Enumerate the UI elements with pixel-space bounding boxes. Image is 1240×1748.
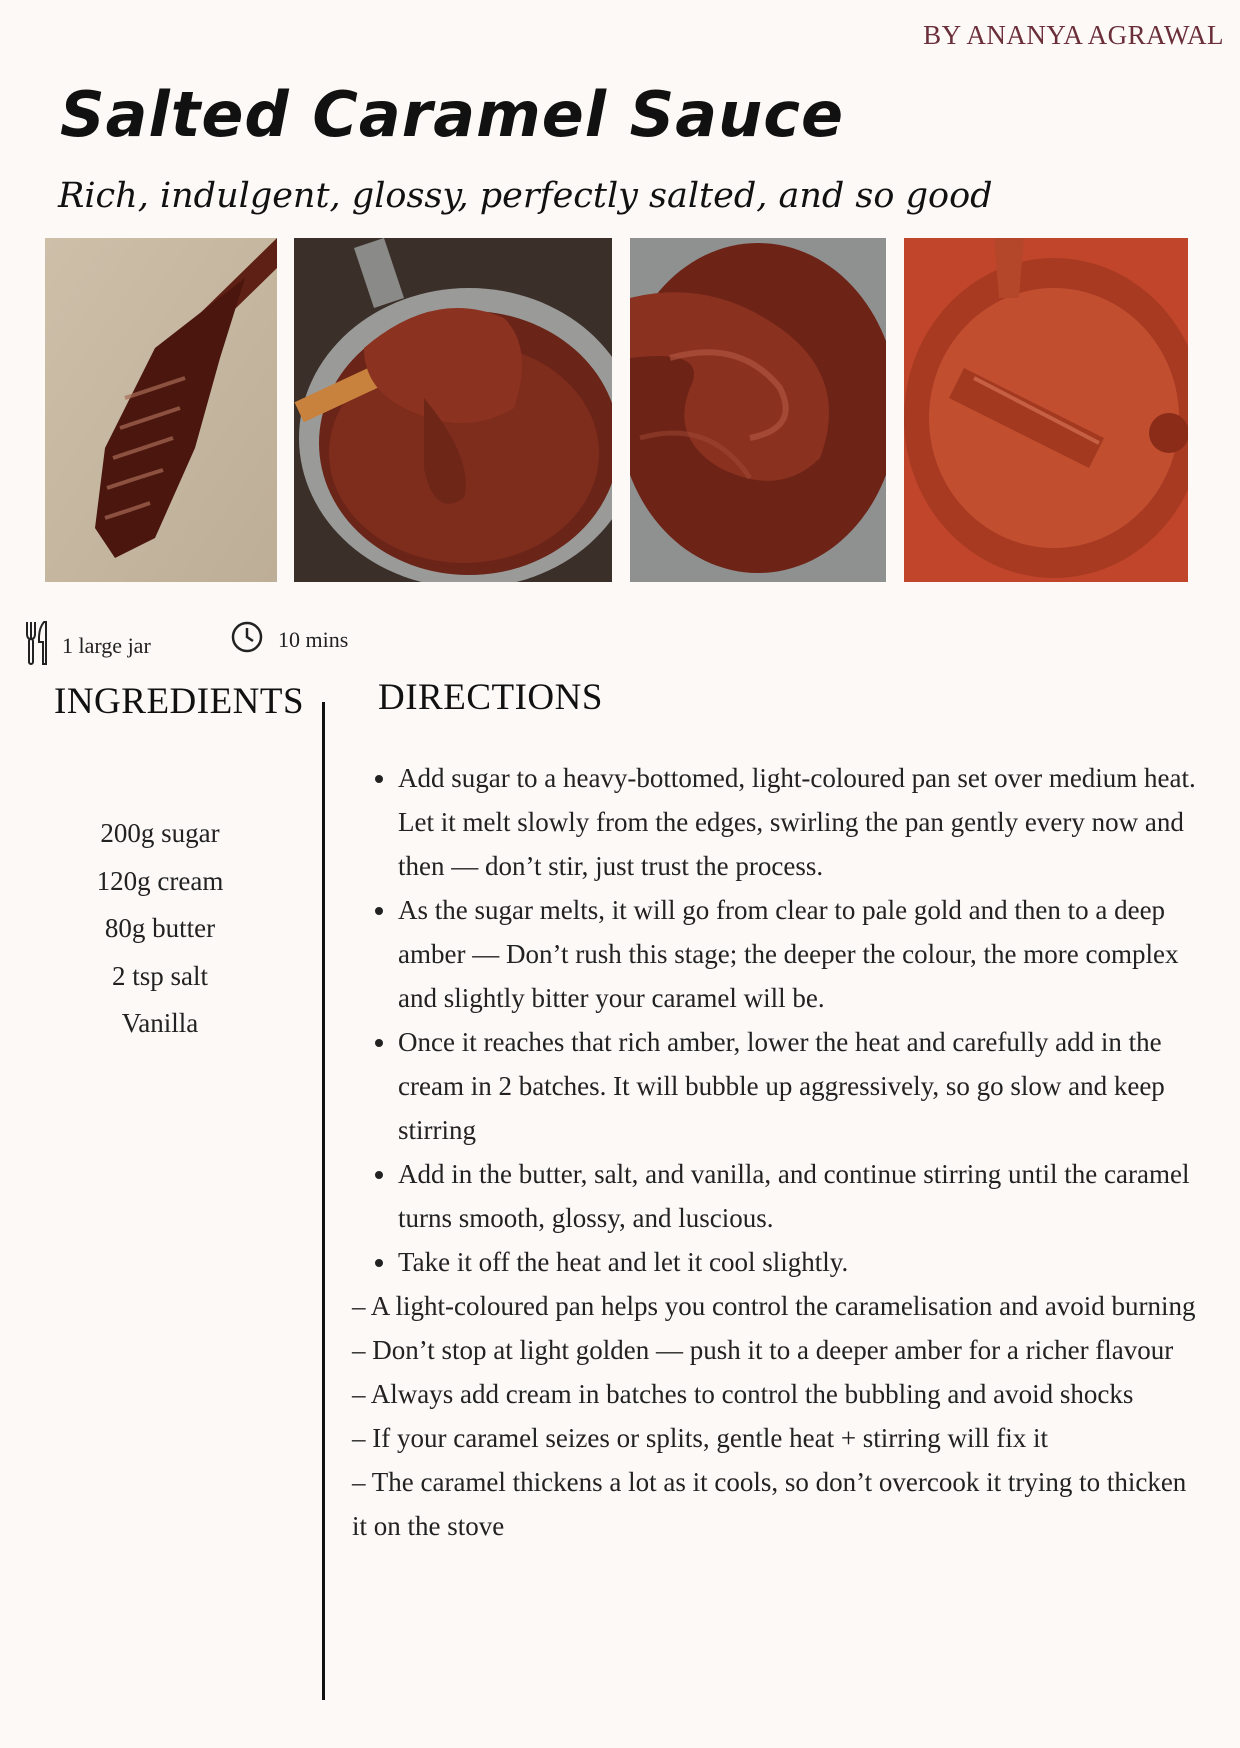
ingredient-item: 2 tsp salt <box>111 960 208 991</box>
servings-meta <box>24 620 151 672</box>
tip-item: – A light-coloured pan helps you control the caramelisation and avoid burning <box>352 1291 1196 1321</box>
directions-steps <box>352 756 1202 1284</box>
photo-glossy-swirl <box>630 238 886 582</box>
tip-item: – Don’t stop at light golden — push it to a deeper amber for a richer flavour <box>352 1335 1174 1365</box>
direction-step: • As the sugar melts, it will go from clear to pale gold and then to a deep amber — Don’t rush this stage; the deeper the colour, the more complex and slightly bitter your caramel will be. <box>398 888 1202 1020</box>
tip-item: – If your caramel seizes or splits, gentle heat + stirring will fix it <box>352 1423 1049 1453</box>
direction-step: • Add sugar to a heavy-bottomed, light-coloured pan set over medium heat. Let it melt slowly from the edges, swirling the pan gently every now and then — don’t stir, just trust the process. <box>398 756 1202 888</box>
directions-heading: DIRECTIONS <box>378 677 603 718</box>
direction-step: • Add in the butter, salt, and vanilla, and continue stirring until the caramel turns smooth, glossy, and luscious. <box>398 1152 1202 1240</box>
directions-section <box>352 756 1202 1548</box>
author-byline: BY ANANYA AGRAWAL <box>923 20 1224 50</box>
photo-spatula-pan <box>294 238 612 582</box>
ingredients-list <box>40 810 280 1048</box>
ingredient-item: 200g sugar <box>100 818 220 848</box>
recipe-subtitle: Rich, indulgent, glossy, perfectly salted, and so good <box>58 176 993 216</box>
direction-step: • Once it reaches that rich amber, lower the heat and carefully add in the cream in 2 batches. It will bubble up aggressively, so go slow and keep stirring <box>398 1020 1202 1152</box>
ingredients-heading: INGREDIENTS <box>54 681 305 722</box>
time-meta <box>230 620 348 660</box>
fork-knife-icon <box>24 620 48 672</box>
ingredient-item: 80g butter <box>104 913 216 943</box>
servings-text: 1 large jar <box>62 633 151 658</box>
ingredient-item: 120g cream <box>96 865 224 896</box>
photo-caramel-drizzle <box>904 238 1188 582</box>
recipe-title: Salted Caramel Sauce <box>60 78 845 151</box>
clock-icon <box>230 620 264 660</box>
tip-item: – The caramel thickens a lot as it cools, so don’t overcook it trying to thicken it on the stove <box>352 1467 1187 1541</box>
column-divider <box>322 702 325 1700</box>
photo-piped-caramel <box>45 238 277 582</box>
tips-list <box>352 1284 1202 1548</box>
direction-step: • Take it off the heat and let it cool slightly. <box>398 1240 1202 1284</box>
ingredient-item: Vanilla <box>121 1008 199 1038</box>
time-text: 10 mins <box>278 627 349 652</box>
tip-item: – Always add cream in batches to control the bubbling and avoid shocks <box>352 1379 1134 1409</box>
